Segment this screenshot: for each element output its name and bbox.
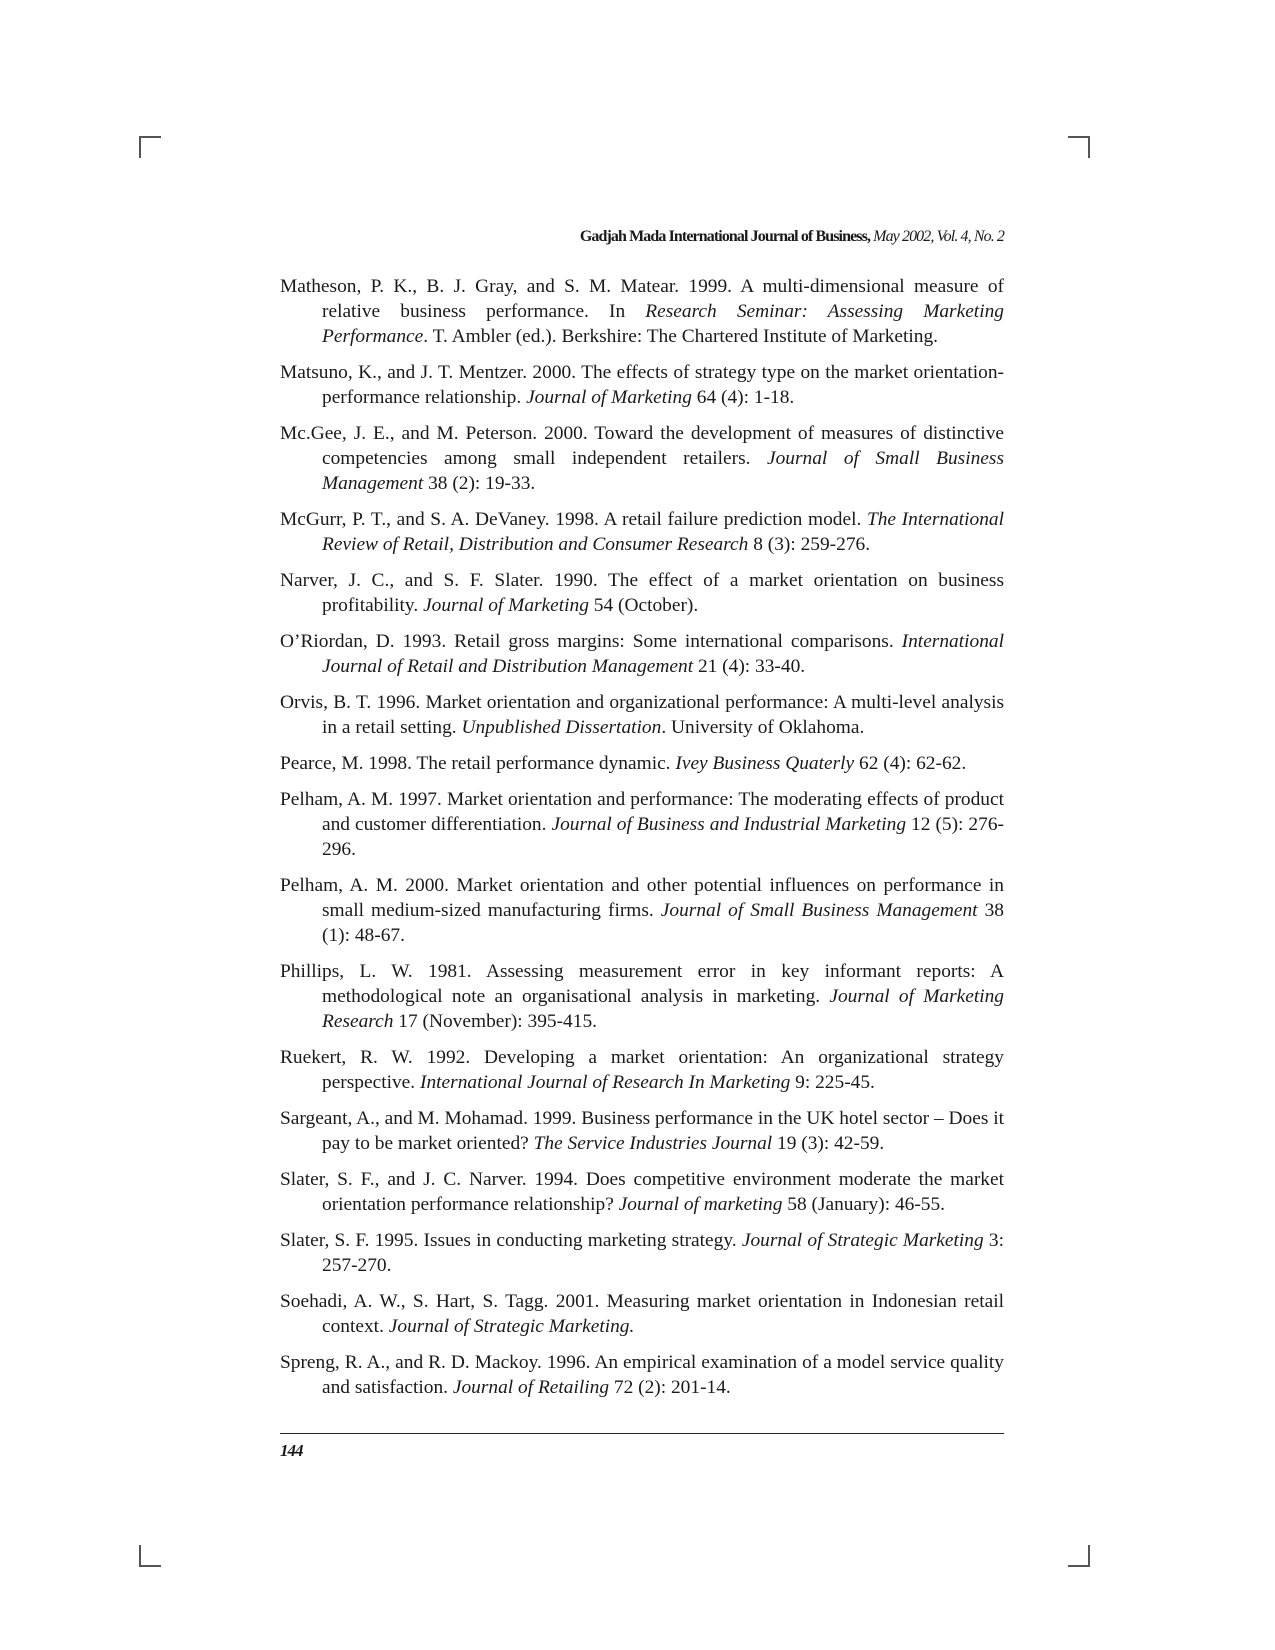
reference-text: Slater, S. F. 1995. Issues in conducting marketing strategy. <box>280 1230 742 1251</box>
reference-entry <box>280 959 1004 1034</box>
reference-text: Ruekert, R. W. 1992. Developing a market orientation: An organizational strategy perspective. <box>280 1047 1004 1093</box>
reference-text: McGurr, P. T., and S. A. DeVaney. 1998. A retail failure prediction model. <box>280 509 867 530</box>
reference-details: 62 (4): 62-62. <box>854 753 967 774</box>
reference-details: 64 (4): 1-18. <box>691 387 795 408</box>
reference-details: 3: 257-270. <box>322 1230 1004 1276</box>
reference-entry <box>280 1045 1004 1095</box>
reference-text: Spreng, R. A., and R. D. Mackoy. 1996. An empirical examination of a model service quality and satisfaction. <box>280 1352 1004 1398</box>
reference-entry <box>280 1228 1004 1278</box>
reference-text: O’Riordan, D. 1993. Retail gross margins: Some international comparisons. <box>280 631 902 652</box>
reference-source: The Service Industries Journal <box>533 1133 773 1154</box>
reference-details: 19 (3): 42-59. <box>772 1133 885 1154</box>
reference-source: Journal of Small Business Management <box>660 900 978 921</box>
reference-entry <box>280 421 1004 496</box>
page-number: 144 <box>280 1441 303 1460</box>
reference-text: Matheson, P. K., B. J. Gray, and S. M. Matear. 1999. A multi-dimensional measure of relative business performance. In <box>280 276 1004 322</box>
reference-details: 54 (October). <box>588 595 699 616</box>
reference-entry <box>280 507 1004 557</box>
reference-details: 12 (5): 276-296. <box>322 814 1004 860</box>
crop-mark-bottom-left <box>139 1545 161 1567</box>
reference-details: 72 (2): 201-14. <box>609 1377 731 1398</box>
reference-text: Phillips, L. W. 1981. Assessing measurement error in key informant reports: A methodological note an organisational analysis in marketing. <box>280 961 1004 1007</box>
reference-source: Journal of Strategic Marketing <box>741 1230 984 1251</box>
reference-details: 38 (2): 19-33. <box>423 473 536 494</box>
reference-details: 9: 225-45. <box>790 1072 875 1093</box>
reference-details: 17 (November): 395-415. <box>393 1011 597 1032</box>
crop-mark-top-left <box>139 136 161 158</box>
reference-source: Journal of Business and Industrial Marketing <box>551 814 907 835</box>
reference-entry <box>280 1167 1004 1217</box>
reference-entry <box>280 690 1004 740</box>
reference-source: Unpublished Dissertation <box>461 717 662 738</box>
reference-entry <box>280 751 1004 776</box>
reference-source: International Journal of Research In Marketing <box>420 1072 791 1093</box>
reference-text: Orvis, B. T. 1996. Market orientation and organizational performance: A multi-level analysis in a retail setting. <box>280 692 1004 738</box>
reference-entry <box>280 1106 1004 1156</box>
reference-text: Pearce, M. 1998. The retail performance dynamic. <box>280 753 676 774</box>
reference-entry <box>280 360 1004 410</box>
reference-text: Pelham, A. M. 2000. Market orientation and other potential influences on performance in small medium-sized manufacturing firms. <box>280 875 1004 921</box>
reference-source: The International Review of Retail, Distribution and Consumer Research <box>322 509 1005 555</box>
reference-entry <box>280 629 1004 679</box>
reference-details: 8 (3): 259-276. <box>748 534 871 555</box>
reference-entry <box>280 568 1004 618</box>
reference-source: Journal of Marketing <box>526 387 692 408</box>
reference-source: Research Seminar: Assessing Marketing Performance <box>322 301 1004 347</box>
reference-details: 38 (1): 48-67. <box>322 900 1004 946</box>
issue-info: May 2002, Vol. 4, No. 2 <box>870 228 1004 245</box>
reference-text: Matsuno, K., and J. T. Mentzer. 2000. The effects of strategy type on the market orientation-performance relationship. <box>280 362 1004 408</box>
reference-details: . T. Ambler (ed.). Berkshire: The Chartered Institute of Marketing. <box>423 326 939 347</box>
crop-mark-top-right <box>1068 136 1090 158</box>
reference-source: Journal of marketing <box>618 1194 783 1215</box>
reference-text: Soehadi, A. W., S. Hart, S. Tagg. 2001. Measuring market orientation in Indonesian retail context. <box>280 1291 1004 1337</box>
reference-text: Pelham, A. M. 1997. Market orientation and performance: The moderating effects of product and customer differentiation. <box>280 789 1004 835</box>
reference-entry <box>280 787 1004 862</box>
reference-source: Journal of Small Business Management <box>322 448 1004 494</box>
running-head <box>280 228 1004 246</box>
reference-source: Ivey Business Quaterly <box>675 753 855 774</box>
reference-text: Slater, S. F., and J. C. Narver. 1994. Does competitive environment moderate the market orientation performance relationship? <box>280 1169 1004 1215</box>
reference-details: 58 (January): 46-55. <box>782 1194 946 1215</box>
reference-entry <box>280 1350 1004 1400</box>
journal-name: Gadjah Mada International Journal of Business, <box>579 228 871 245</box>
reference-details: . University of Oklahoma. <box>661 717 865 738</box>
reference-entry <box>280 1289 1004 1339</box>
reference-source: International Journal of Retail and Distribution Management <box>322 631 1004 677</box>
reference-source: Journal of Strategic Marketing. <box>388 1316 635 1337</box>
reference-text: Mc.Gee, J. E., and M. Peterson. 2000. Toward the development of measures of distinctive competencies among small independent retailers. <box>280 423 1004 469</box>
reference-source: Journal of Marketing <box>423 595 589 616</box>
reference-details: 21 (4): 33-40. <box>693 656 806 677</box>
reference-text: Narver, J. C., and S. F. Slater. 1990. The effect of a market orientation on business profitability. <box>280 570 1004 616</box>
footer-rule <box>280 1433 1004 1434</box>
crop-mark-bottom-right <box>1068 1545 1090 1567</box>
reference-source: Journal of Retailing <box>452 1377 610 1398</box>
reference-source: Journal of Marketing Research <box>322 986 1004 1032</box>
reference-entry <box>280 274 1004 349</box>
reference-entry <box>280 873 1004 948</box>
reference-list <box>280 274 1004 1411</box>
reference-text: Sargeant, A., and M. Mohamad. 1999. Business performance in the UK hotel sector – Does it pay to be market oriented? <box>280 1108 1004 1154</box>
